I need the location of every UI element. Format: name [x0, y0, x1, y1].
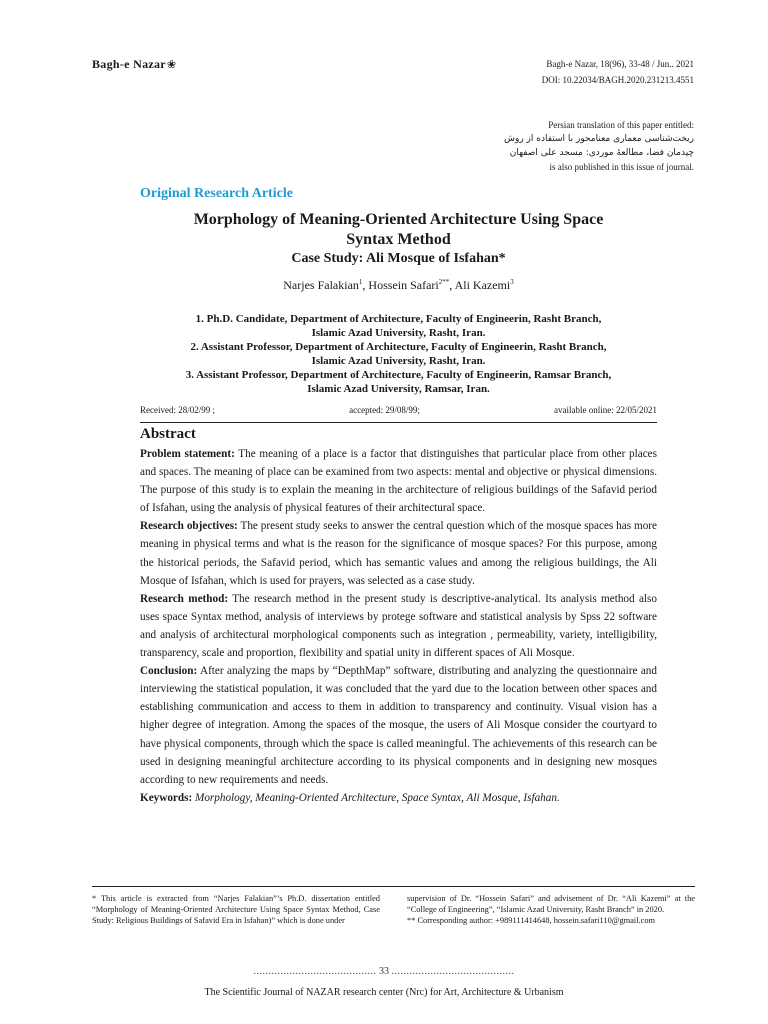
paper-subtitle: Case Study: Ali Mosque of Isfahan*	[291, 251, 506, 266]
author-name: Narjes Falakian	[283, 278, 359, 292]
author-separator: ,	[449, 278, 455, 292]
authors	[140, 278, 657, 293]
doi: DOI: 10.22034/BAGH.2020.231213.4551	[541, 75, 694, 85]
received-date: Received: 28/02/99 ;	[140, 405, 215, 415]
abstract-paragraph	[140, 517, 657, 589]
affiliations	[140, 312, 657, 396]
section-label: Problem statement:	[140, 448, 235, 460]
author-name: Hossein Safari	[368, 278, 439, 292]
author-separator: ,	[362, 278, 369, 292]
citation: Bagh-e Nazar, 18(96), 33-48 / Jun.. 2021	[546, 59, 694, 69]
persian-title-line1: ریخت‌شناسی معماری معنامحور با استفاده از روش	[504, 134, 694, 144]
section-text: After analyzing the maps by “DepthMap” software, distributing and analyzing the questionnaire and interviewing the statistical population, it was concluded that the yard due to the location between other spaces and establishing communication and access to them in addition to transparency and continuity. Visual vision has a higher degree of integration. Among the spaces of the mosque, the users of Ali Mosque consider the courtyard to have physical components, through which the space is called meaningful. The achievements of this research can be used in designing meaningful architecture according to its physical components and in designing new mosques according to new requirements and needs.	[140, 665, 657, 786]
affiliation-line: Islamic Azad University, Rasht, Iran.	[311, 355, 486, 367]
section-text: The present study seeks to answer the central question which of the mosque spaces has more meaning in physical terms and what is the reason for the significance of mosque spaces? For this purpose, among the historical periods, the Safavid period, which has semantic values and among the religious buildings, the Ali Mosque of Isfahan, which is used for prayers, was selected as a case study.	[140, 520, 657, 587]
abstract-paragraph	[140, 662, 657, 789]
translation-line1: Persian translation of this paper entitled:	[548, 120, 694, 130]
affiliation-line: 3. Assistant Professor, Department of Architecture, Faculty of Engineerin, Ramsar Branch,	[185, 369, 612, 381]
section-text: The research method in the present study is descriptive-analytical. Its analysis method also uses space Syntax method, analysis of interviews by protege software and statistical analysis by Spss 22 software and analysis of architectural morphological components such as integration , permeability, variety, intelligibility, transparency, scale and proportion, flexibility and spatial unity in different spaces of Ali Mosque.	[140, 592, 657, 660]
page-number-line	[0, 966, 768, 977]
paper-title	[140, 210, 657, 250]
abstract-paragraph	[140, 590, 657, 662]
abstract-paragraph	[140, 445, 657, 517]
keywords-label: Keywords:	[140, 791, 193, 804]
title-line2: Syntax Method	[346, 231, 451, 248]
footnote-right: supervision of Dr. “Hossein Safari” and advisement of Dr. “Ali Kazemi” at the “College of Engineering”, “Islamic Azad University, Rasht Branch” in 2020.	[407, 894, 695, 914]
divider	[140, 422, 657, 423]
footnote-right-col	[407, 893, 695, 926]
online-date: available online: 22/05/2021	[554, 405, 657, 415]
journal-footer: The Scientific Journal of NAZAR research center (Nrc) for Art, Architecture & Urbanism	[204, 987, 564, 998]
article-dates	[140, 405, 657, 415]
journal-mark-icon: ❀	[166, 59, 177, 71]
translation-line2: is also published in this issue of journal.	[549, 162, 694, 172]
persian-title-line2: چیدمان فضا، مطالعهٔ موردی: مسجد علی اصفهان	[509, 148, 694, 158]
affiliation-line: Islamic Azad University, Ramsar, Iran.	[307, 383, 490, 395]
footnotes	[92, 893, 695, 926]
abstract-body	[140, 445, 657, 807]
author-name: Ali Kazemi	[454, 278, 511, 292]
corresponding-author: ** Corresponding author: +989111414648, hossein.safari110@gmail.com	[407, 916, 656, 925]
footnote-divider	[92, 886, 695, 887]
section-text: The meaning of a place is a factor that distinguishes that particular place from other places and spaces. The meaning of place can be examined from two aspects: mental and objective or physical dimensions. The purpose of this study is to explain the meaning in the architecture of religious buildings of the Safavid period of Isfahan, using the analysis of physical features of their architectural space.	[140, 448, 657, 515]
section-label: Research objectives:	[140, 520, 238, 533]
journal-name: Bagh-e Nazar	[92, 57, 166, 71]
citation-block	[542, 56, 694, 88]
affiliation-line: 1. Ph.D. Candidate, Department of Architecture, Faculty of Engineerin, Rasht Branch,	[195, 313, 602, 325]
article-type: Original Research Article	[140, 186, 293, 201]
abstract-heading: Abstract	[140, 426, 196, 442]
author-sup: 2**	[438, 278, 450, 286]
title-line1: Morphology of Meaning-Oriented Architecture Using Space	[193, 211, 604, 228]
author-sup: 3	[510, 278, 514, 286]
footnote-left: * This article is extracted from “Narjes Falakian”’s Ph.D. dissertation entitled “Morphology of Meaning-Oriented Architecture Using Space Syntax Method, Case Study: Religious Buildings of Safavid Era in Isfahan)” which is done under	[92, 894, 380, 925]
affiliation-line: 2. Assistant Professor, Department of Architecture, Faculty of Engineerin, Rasht Branch,	[190, 341, 607, 353]
dots-left: .........................................	[253, 966, 377, 977]
page-number: 33	[379, 966, 389, 977]
keywords-values: Morphology, Meaning-Oriented Architecture, Space Syntax, Ali Mosque, Isfahan.	[192, 791, 560, 804]
translation-note	[394, 118, 694, 174]
keywords	[140, 789, 657, 807]
accepted-date: accepted: 29/08/99;	[349, 405, 420, 415]
affiliation-line: Islamic Azad University, Rasht, Iran.	[311, 327, 486, 339]
dots-right: .........................................	[391, 966, 515, 977]
section-label: Conclusion:	[140, 665, 198, 678]
author-sup: 1	[358, 278, 363, 286]
journal-logo	[92, 57, 176, 72]
section-label: Research method:	[140, 592, 229, 605]
